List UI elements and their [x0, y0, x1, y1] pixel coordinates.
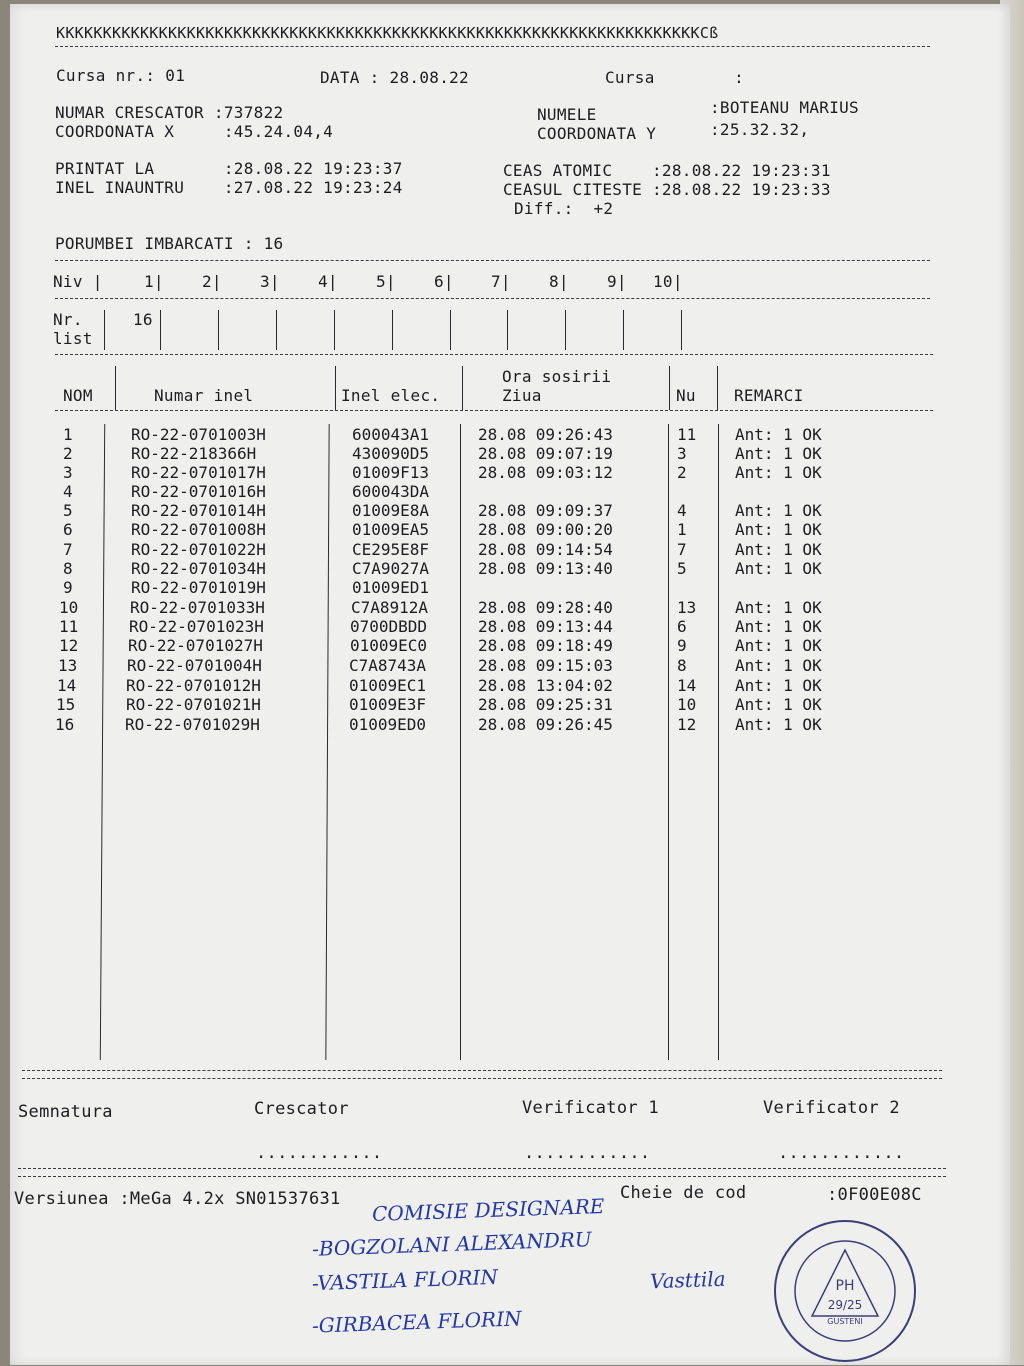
row-remarci: Ant: 1 OK	[735, 520, 822, 539]
table-row	[10, 695, 1010, 714]
row-remarci: Ant: 1 OK	[735, 463, 822, 482]
cell-border	[218, 310, 219, 350]
row-ora: 28.08 09:07:19	[478, 444, 613, 463]
row-nu: 4	[677, 501, 687, 520]
table-row	[10, 482, 1010, 501]
table-row	[10, 578, 1010, 597]
nr-list-label: list	[53, 329, 93, 348]
row-nom: 2	[63, 444, 73, 463]
table-row	[10, 540, 1010, 559]
cell-border	[623, 310, 624, 350]
niv-cell: 8|	[549, 272, 569, 291]
row-nu: 3	[677, 444, 687, 463]
handwritten-commission-title: COMISIE DESIGNARE	[371, 1193, 605, 1227]
divider	[22, 1078, 942, 1079]
table-row	[10, 715, 1010, 734]
row-elec: 0700DBDD	[350, 617, 428, 636]
semnatura-label: Semnatura	[18, 1102, 113, 1122]
row-nom: 9	[63, 578, 73, 597]
row-nu: 8	[677, 656, 687, 675]
row-inel: RO-22-0701017H	[131, 463, 266, 482]
coordonata-y-value: :25.32.32,	[710, 120, 810, 139]
cursa-nr: Cursa nr.: 01	[56, 66, 186, 85]
cheie-de-cod-label: Cheie de cod	[620, 1183, 747, 1203]
cell-border	[276, 310, 277, 350]
coordonata-y-label: COORDONATA Y	[537, 124, 657, 143]
column-rule	[717, 366, 718, 410]
stamp-center-text: PH	[835, 1278, 855, 1294]
cell-border	[334, 310, 335, 350]
divider	[18, 1176, 946, 1177]
col-remarci: REMARCI	[734, 386, 804, 405]
row-nom: 3	[63, 463, 73, 482]
signature-dots-verificator2: ............	[778, 1143, 905, 1163]
row-elec: 600043DA	[352, 482, 430, 501]
column-rule	[115, 366, 116, 410]
verificator2-label: Verificator 2	[763, 1098, 900, 1118]
table-row	[10, 425, 1010, 444]
row-remarci: Ant: 1 OK	[735, 695, 822, 714]
row-elec: 01009EC1	[349, 676, 427, 695]
niv-cell: 6|	[434, 272, 454, 291]
cell-border	[392, 310, 393, 350]
col-numar-inel: Numar inel	[154, 386, 254, 405]
row-remarci: Ant: 1 OK	[735, 636, 822, 655]
cell-border	[104, 310, 105, 350]
row-elec: 01009ED1	[352, 578, 430, 597]
row-inel: RO-22-0701022H	[131, 540, 266, 559]
row-remarci: Ant: 1 OK	[735, 598, 822, 617]
row-inel: RO-22-0701021H	[126, 695, 261, 714]
row-remarci: Ant: 1 OK	[735, 501, 822, 520]
row-nom: 6	[63, 520, 73, 539]
row-inel: RO-22-0701019H	[131, 578, 266, 597]
row-elec: 01009EC0	[350, 636, 428, 655]
row-ora: 28.08 09:18:49	[478, 636, 613, 655]
row-nom: 1	[63, 425, 73, 444]
row-inel: RO-22-218366H	[131, 444, 257, 463]
niv-cell: 3|	[260, 272, 280, 291]
row-ora: 28.08 09:14:54	[478, 540, 613, 559]
row-ora: 28.08 13:04:02	[478, 676, 613, 695]
divider	[55, 298, 930, 299]
row-inel: RO-22-0701012H	[126, 676, 261, 695]
row-inel: RO-22-0701003H	[131, 425, 266, 444]
row-remarci: Ant: 1 OK	[735, 617, 822, 636]
col-inel-elec: Inel elec.	[341, 386, 441, 405]
row-remarci: Ant: 1 OK	[735, 540, 822, 559]
table-row	[10, 520, 1010, 539]
niv-cell: 2|	[202, 272, 222, 291]
niv-cell: 7|	[491, 272, 511, 291]
row-elec: C7A9027A	[352, 559, 430, 578]
nr-list-value: 16	[133, 310, 153, 329]
table-row	[10, 444, 1010, 463]
divider	[22, 1070, 942, 1071]
row-nu: 13	[677, 598, 697, 617]
cell-border	[450, 310, 451, 350]
table-row	[10, 617, 1010, 636]
column-rule	[335, 366, 336, 410]
row-elec: 01009ED0	[349, 715, 427, 734]
row-inel: RO-22-0701029H	[125, 715, 260, 734]
col-nu: Nu	[676, 386, 696, 405]
row-elec: 430090D5	[352, 444, 430, 463]
row-inel: RO-22-0701034H	[131, 559, 266, 578]
row-nu: 11	[677, 425, 697, 444]
row-nu: 5	[677, 559, 687, 578]
row-nom: 4	[63, 482, 73, 501]
row-nu: 10	[677, 695, 697, 714]
handwritten-member-2: -VASTILA FLORIN	[311, 1264, 499, 1296]
row-nom: 8	[63, 559, 73, 578]
row-nom: 12	[59, 636, 79, 655]
row-nom: 13	[58, 656, 78, 675]
cheie-de-cod-value: :0F00E08C	[827, 1185, 922, 1205]
handwritten-signature-2: Vasttila	[649, 1266, 726, 1294]
niv-cell: 4|	[318, 272, 338, 291]
row-nom: 7	[63, 540, 73, 559]
row-nu: 7	[677, 540, 687, 559]
printat-la: PRINTAT LA :28.08.22 19:23:37	[55, 159, 403, 178]
niv-cell: 5|	[376, 272, 396, 291]
divider	[55, 354, 933, 355]
column-rule	[669, 366, 670, 410]
row-nu: 12	[677, 715, 697, 734]
row-inel: RO-22-0701014H	[131, 501, 266, 520]
row-nom: 11	[59, 617, 79, 636]
row-ora: 28.08 09:25:31	[478, 695, 613, 714]
row-inel: RO-22-0701027H	[128, 636, 263, 655]
row-nom: 14	[57, 676, 77, 695]
cell-border	[160, 310, 161, 350]
row-elec: 01009E8A	[352, 501, 430, 520]
row-inel: RO-22-0701004H	[127, 656, 262, 675]
row-ora: 28.08 09:26:43	[478, 425, 613, 444]
table-row	[10, 636, 1010, 655]
row-remarci: Ant: 1 OK	[735, 444, 822, 463]
row-remarci: Ant: 1 OK	[735, 559, 822, 578]
row-remarci: Ant: 1 OK	[735, 656, 822, 675]
divider	[18, 1168, 946, 1169]
table-row	[10, 559, 1010, 578]
table-row	[10, 501, 1010, 520]
crescator-label: Crescator	[254, 1099, 349, 1119]
ceasul-citeste: CEASUL CITESTE :28.08.22 19:23:33	[503, 180, 831, 199]
col-ora-sosirii: Ora sosirii	[502, 367, 612, 386]
col-ziua: Ziua	[502, 386, 542, 405]
nr-list-label: Nr.	[53, 310, 83, 329]
row-ora: 28.08 09:13:40	[478, 559, 613, 578]
row-nu: 9	[677, 636, 687, 655]
porumbei-imbarcati: PORUMBEI IMBARCATI : 16	[55, 234, 284, 253]
row-nom: 5	[63, 501, 73, 520]
row-nom: 16	[55, 715, 75, 734]
row-inel: RO-22-0701033H	[130, 598, 265, 617]
niv-cell: 1|	[144, 272, 164, 291]
table-row	[10, 598, 1010, 617]
numele-label: NUMELE	[537, 105, 597, 124]
numele-value: :BOTEANU MARIUS	[710, 98, 859, 117]
row-nu: 1	[677, 520, 687, 539]
row-nu: 2	[677, 463, 687, 482]
stamp-number: 29/25	[827, 1298, 863, 1312]
diff: Diff.: +2	[514, 199, 614, 218]
column-rule	[462, 366, 463, 410]
row-ora: 28.08 09:13:44	[478, 617, 613, 636]
row-inel: RO-22-0701023H	[129, 617, 264, 636]
table-row	[10, 463, 1010, 482]
race-date: DATA : 28.08.22	[320, 68, 469, 87]
row-nom: 10	[59, 598, 79, 617]
row-elec: 01009E3F	[349, 695, 427, 714]
row-ora: 28.08 09:28:40	[478, 598, 613, 617]
cell-border	[681, 310, 682, 350]
cursa-label: Cursa :	[605, 68, 745, 87]
row-elec: 600043A1	[352, 425, 430, 444]
stamp-town: GUSTENI	[827, 1317, 863, 1326]
table-row	[10, 676, 1010, 695]
row-ora: 28.08 09:09:37	[478, 501, 613, 520]
niv-cell: 9|	[607, 272, 627, 291]
row-ora: 28.08 09:00:20	[478, 520, 613, 539]
handwritten-member-3: -GIRBACEA FLORIN	[311, 1306, 522, 1338]
col-nom: NOM	[63, 386, 93, 405]
divider	[55, 46, 930, 47]
niv-label: Niv |	[53, 272, 103, 291]
cell-border	[565, 310, 566, 350]
row-elec: C7A8743A	[349, 656, 427, 675]
header-line: KKKKKKKKKKKKKKKKKKKKKKKKKKKKKKKKKKKKKKKKKKKKKKKKKKKKKKKKKKKKKKKKKKKKKCß	[56, 24, 719, 42]
row-elec: CE295E8F	[352, 540, 430, 559]
row-ora: 28.08 09:26:45	[478, 715, 613, 734]
versiunea: Versiunea :MeGa 4.2x SN01537631	[14, 1189, 341, 1209]
inel-inauntru: INEL INAUNTRU :27.08.22 19:23:24	[55, 178, 403, 197]
row-ora: 28.08 09:03:12	[478, 463, 613, 482]
row-nom: 15	[56, 695, 76, 714]
row-nu: 14	[677, 676, 697, 695]
row-inel: RO-22-0701008H	[131, 520, 266, 539]
row-elec: 01009EA5	[352, 520, 430, 539]
row-elec: 01009F13	[352, 463, 430, 482]
handwritten-member-1: -BOGZOLANI ALEXANDRU	[311, 1227, 593, 1261]
signature-dots-verificator1: ............	[524, 1143, 651, 1163]
row-remarci: Ant: 1 OK	[735, 425, 822, 444]
niv-cell: 10|	[653, 272, 683, 291]
divider	[55, 410, 933, 411]
divider	[55, 260, 930, 261]
row-inel: RO-22-0701016H	[131, 482, 266, 501]
cell-border	[507, 310, 508, 350]
printout-sheet	[10, 4, 1010, 1365]
row-ora: 28.08 09:15:03	[478, 656, 613, 675]
numar-crescator: NUMAR CRESCATOR :737822	[55, 103, 284, 122]
verificator1-label: Verificator 1	[522, 1098, 659, 1118]
row-nu: 6	[677, 617, 687, 636]
coordonata-x: COORDONATA X :45.24.04,4	[55, 122, 334, 141]
row-elec: C7A8912A	[351, 598, 429, 617]
table-row	[10, 656, 1010, 675]
signature-dots-crescator: ............	[256, 1143, 383, 1163]
row-remarci: Ant: 1 OK	[735, 676, 822, 695]
ceas-atomic: CEAS ATOMIC :28.08.22 19:23:31	[503, 161, 831, 180]
club-stamp	[770, 1216, 920, 1366]
row-remarci: Ant: 1 OK	[735, 715, 822, 734]
